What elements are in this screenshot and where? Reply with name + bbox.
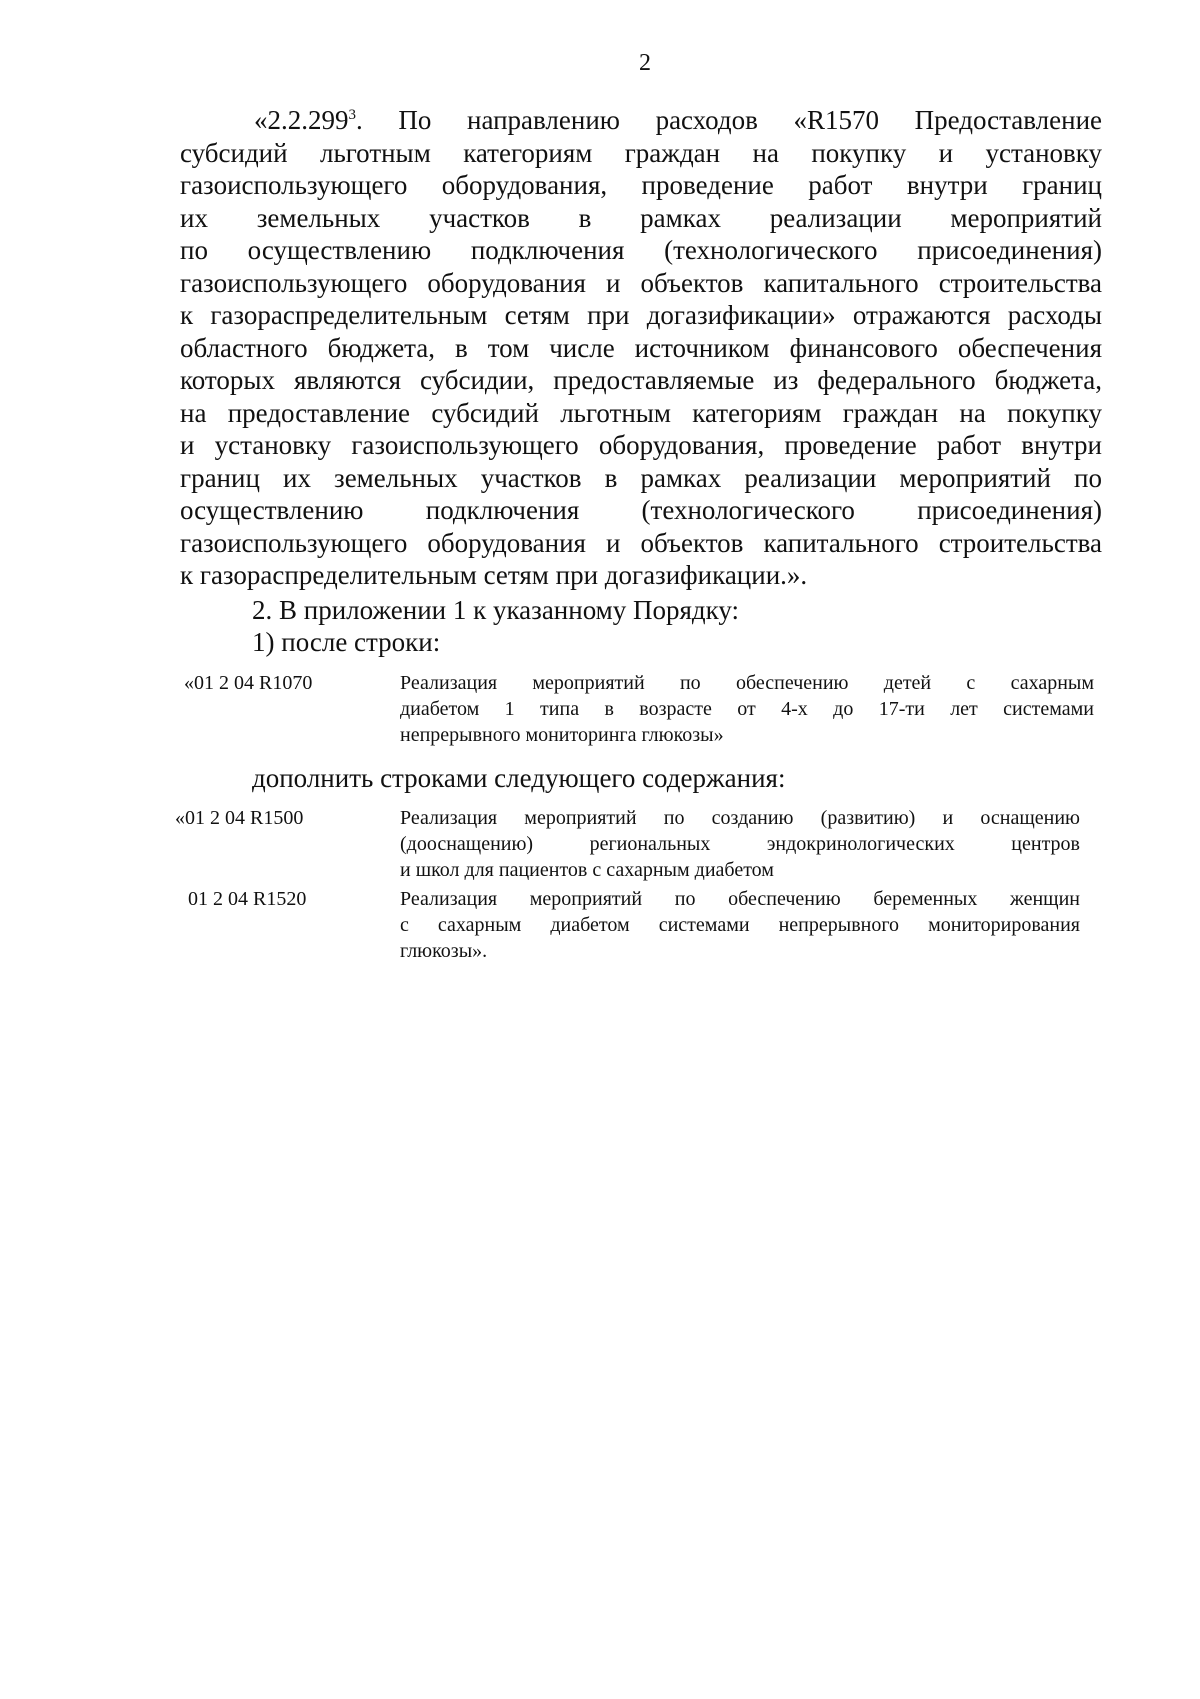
superscript: 3: [348, 107, 356, 123]
paragraph-line: областного бюджета, в том числе источником финансового обеспечения: [180, 332, 1102, 363]
paragraph-line: на предоставление субсидий льготным категориям граждан на покупку: [180, 397, 1102, 428]
paragraph-line: границ их земельных участков в рамках реализации мероприятий по: [180, 462, 1102, 493]
row-code: «01 2 04 R1070: [184, 672, 313, 694]
paragraph-line: «2.2.299$^3$. По направлению расходов «R1570 Предоставление: [254, 105, 1102, 135]
paragraph-line: газоиспользующего оборудования и объектов капитального строительства: [180, 527, 1102, 558]
paragraph-line: осуществлению подключения (технологического присоединения): [180, 495, 1102, 525]
row-code: «01 2 04 R1500: [175, 807, 304, 829]
supplement-text: дополнить строками следующего содержания:: [252, 763, 786, 793]
paragraph-line: газоиспользующего оборудования и объектов капитального строительства: [180, 267, 1102, 298]
paragraph-2-2-299: [180, 104, 1102, 592]
paragraph-line: газоиспользующего оборудования, проведение работ внутри границ: [180, 170, 1102, 200]
item-2-heading: 2. В приложении 1 к указанному Порядку:: [252, 595, 740, 625]
page-number: 2: [639, 50, 651, 76]
paragraph-line: к газораспределительным сетям при догазификации» отражаются расходы: [180, 300, 1102, 330]
paragraph-line: их земельных участков в рамках реализации мероприятий: [180, 202, 1102, 233]
paragraph-line: которых являются субсидии, предоставляемые из федерального бюджета,: [180, 365, 1102, 395]
paragraph-line: субсидий льготным категориям граждан на покупку и установку: [180, 137, 1102, 168]
row-description: Реализация мероприятий по обеспечению беременных женщин с сахарным диабетом системами непрерывного мониторирования глюкозы».: [400, 888, 1080, 962]
row-description: Реализация мероприятий по обеспечению детей с сахарным диабетом 1 типа в возрасте от 4-х до 17-ти лет системами непрерывного мониторинга глюкозы»: [400, 672, 1094, 746]
row-code: 01 2 04 R1520: [188, 888, 307, 910]
item-2-1-heading: 1) после строки:: [252, 627, 441, 657]
paragraph-line: по осуществлению подключения (технологического присоединения): [180, 235, 1102, 265]
paragraph-line: и установку газоиспользующего оборудования, проведение работ внутри: [180, 430, 1102, 460]
row-description: Реализация мероприятий по созданию (развитию) и оснащению (дооснащению) региональных эндокринологических центров и школ для пациентов с сахарным диабетом: [400, 807, 1080, 881]
paragraph-line: к газораспределительным сетям при догазификации.».: [180, 560, 808, 590]
